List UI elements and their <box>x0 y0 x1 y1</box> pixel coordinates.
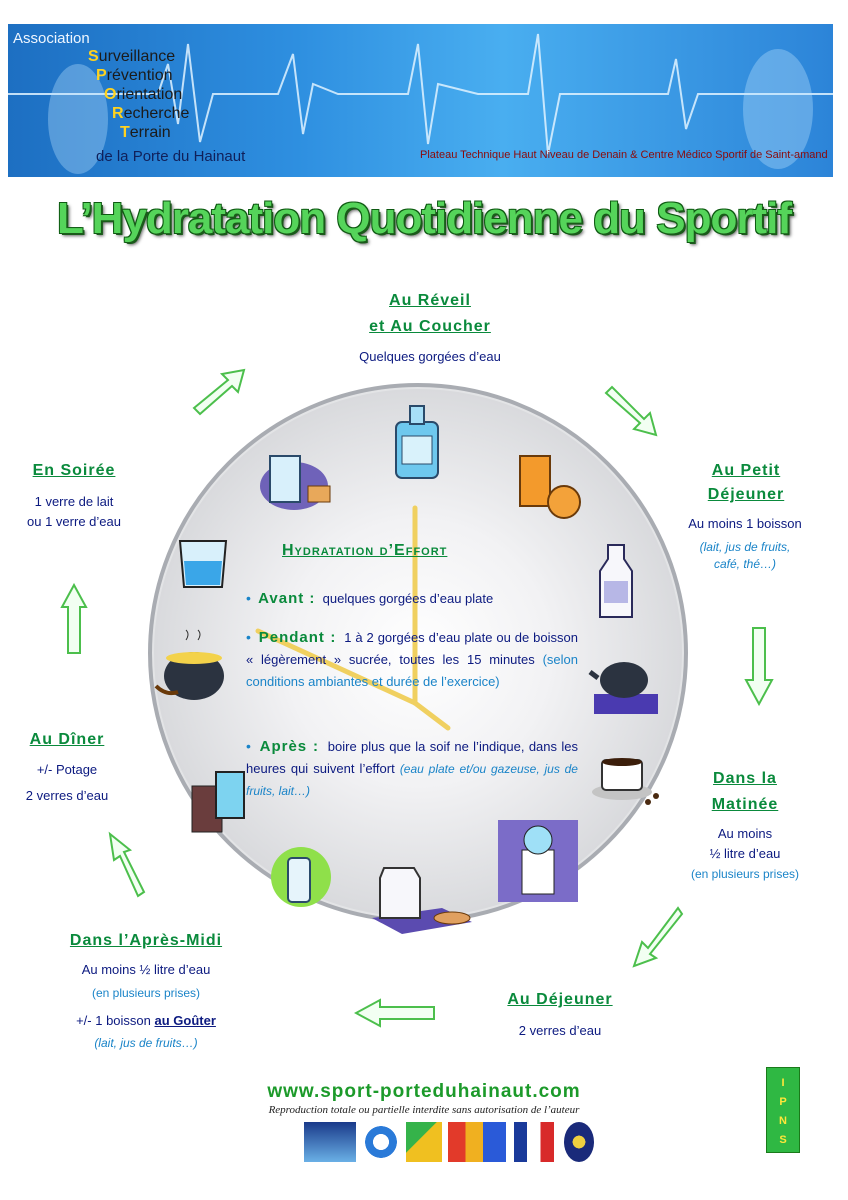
header-banner <box>8 24 833 177</box>
acronym-line-r: Recherche <box>112 105 190 122</box>
teapot-icon <box>588 638 662 718</box>
apres-midi-heading: Dans l’Après-Midi <box>69 932 223 949</box>
acronym-line-o: Orientation <box>104 86 183 103</box>
water-bottle-icon <box>388 402 450 482</box>
logo-prefet-icon <box>514 1122 554 1162</box>
water-cooler-icon <box>498 820 578 902</box>
milk-carton-and-glass-icon <box>186 764 250 838</box>
matinee-text-1: Au moins <box>717 826 773 841</box>
diner-heading: Au Dîner <box>29 731 105 748</box>
arrow-up-left-side <box>60 583 88 655</box>
petit-dejeuner-text: Au moins 1 boisson <box>688 516 802 531</box>
logo-club-icon <box>564 1122 594 1162</box>
logo-cnds-icon <box>406 1122 442 1162</box>
acronym-line-p: Prévention <box>96 67 173 84</box>
petit-dejeuner-note-1: (lait, jus de fruits, <box>699 540 791 554</box>
porte-du-hainaut-label: de la Porte du Hainaut <box>96 148 246 165</box>
logo-sport-icon <box>304 1122 356 1162</box>
apres-midi-note: (en plusieurs prises) <box>91 986 201 1000</box>
bullet-icon: • <box>246 590 251 606</box>
arrow-left-bottom <box>354 998 436 1028</box>
coffee-cup-icon <box>586 746 666 808</box>
apres-midi-text: Au moins ½ litre d’eau <box>81 962 211 977</box>
effort-title: Hydratation d’Effort <box>282 542 448 559</box>
matinee-heading-2: Matinée <box>711 796 779 813</box>
reveil-heading-2: et Au Coucher <box>369 318 491 335</box>
soup-pot-icon <box>150 628 232 712</box>
arrow-down-right-side <box>744 626 774 706</box>
effort-pendant: • Pendant : 1 à 2 gorgées d’eau plate ou de boisson « légèrement » sucrée, toutes les 15 minutes (selon conditions ambiantes et durée de l’exercice) <box>246 629 578 689</box>
bullet-icon: • <box>246 738 251 754</box>
reveil-text: Quelques gorgées d’eau <box>359 349 501 364</box>
orange-juice-icon <box>514 450 584 522</box>
plateau-technique-label: Plateau Technique Haut Niveau de Denain & Centre Médico Sportif de Saint-amand <box>420 149 828 161</box>
glass-and-biscuit-icon <box>258 446 338 514</box>
association-label: Association <box>13 30 90 47</box>
apres-midi-note-2: (lait, jus de fruits…) <box>94 1036 198 1050</box>
effort-apres: • Après : boire plus que la soif ne l’indique, dans les heures qui suivent l’effort (eau plate et/ou gazeuse, jus de fruits, lait…) <box>246 738 578 798</box>
bullet-icon: • <box>246 629 251 645</box>
diner-text-1: +/- Potage <box>36 762 98 777</box>
arrow-down-left-bottom-right <box>628 902 686 972</box>
arrow-up-right-top-left <box>188 366 250 416</box>
milk-jug-and-bread-icon <box>372 858 472 938</box>
logo-porte-du-hainaut-icon <box>448 1122 506 1162</box>
gouter-emphasis: au Goûter <box>154 1013 216 1028</box>
milk-bottle-icon <box>596 541 636 621</box>
reveil-heading-1: Au Réveil <box>389 292 471 309</box>
plastic-bottle-icon <box>268 844 334 910</box>
glass-of-water-icon <box>176 531 232 593</box>
dejeuner-text: 2 verres d’eau <box>518 1023 602 1038</box>
arrow-down-right-top-right <box>600 383 662 439</box>
reproduction-notice: Reproduction totale ou partielle interdite sans autorisation de l’auteur <box>268 1104 580 1116</box>
petit-dejeuner-note-2: café, thé…) <box>713 557 777 571</box>
matinee-text-2: ½ litre d’eau <box>709 846 781 861</box>
apres-midi-gouter-line: +/- 1 boisson au Goûter <box>76 1013 216 1028</box>
ipns-box: I P N S <box>766 1067 800 1153</box>
soiree-text-1: 1 verre de lait <box>34 494 114 509</box>
acronym-line-s: Surveillance <box>88 48 176 65</box>
diner-text-2: 2 verres d’eau <box>25 788 109 803</box>
effort-avant: • Avant : quelques gorgées d’eau plate <box>246 590 494 607</box>
petit-dejeuner-heading-1: Au Petit <box>711 462 781 479</box>
clock-hand-short <box>415 703 448 728</box>
arrow-up-left-bottom-left <box>102 830 148 900</box>
petit-dejeuner-heading-2: Déjeuner <box>707 486 785 503</box>
matinee-note: (en plusieurs prises) <box>690 867 800 881</box>
logo-sante-icon <box>364 1122 398 1162</box>
matinee-heading-1: Dans la <box>713 770 777 787</box>
acronym-line-t: Terrain <box>120 124 171 141</box>
page-title: L’Hydratation Quotidienne du Sportif <box>57 194 791 243</box>
soiree-heading: En Soirée <box>32 462 116 479</box>
website-url[interactable]: www.sport-porteduhainaut.com <box>267 1081 581 1102</box>
dejeuner-heading: Au Déjeuner <box>507 991 613 1008</box>
soiree-text-2: ou 1 verre d’eau <box>27 514 121 529</box>
